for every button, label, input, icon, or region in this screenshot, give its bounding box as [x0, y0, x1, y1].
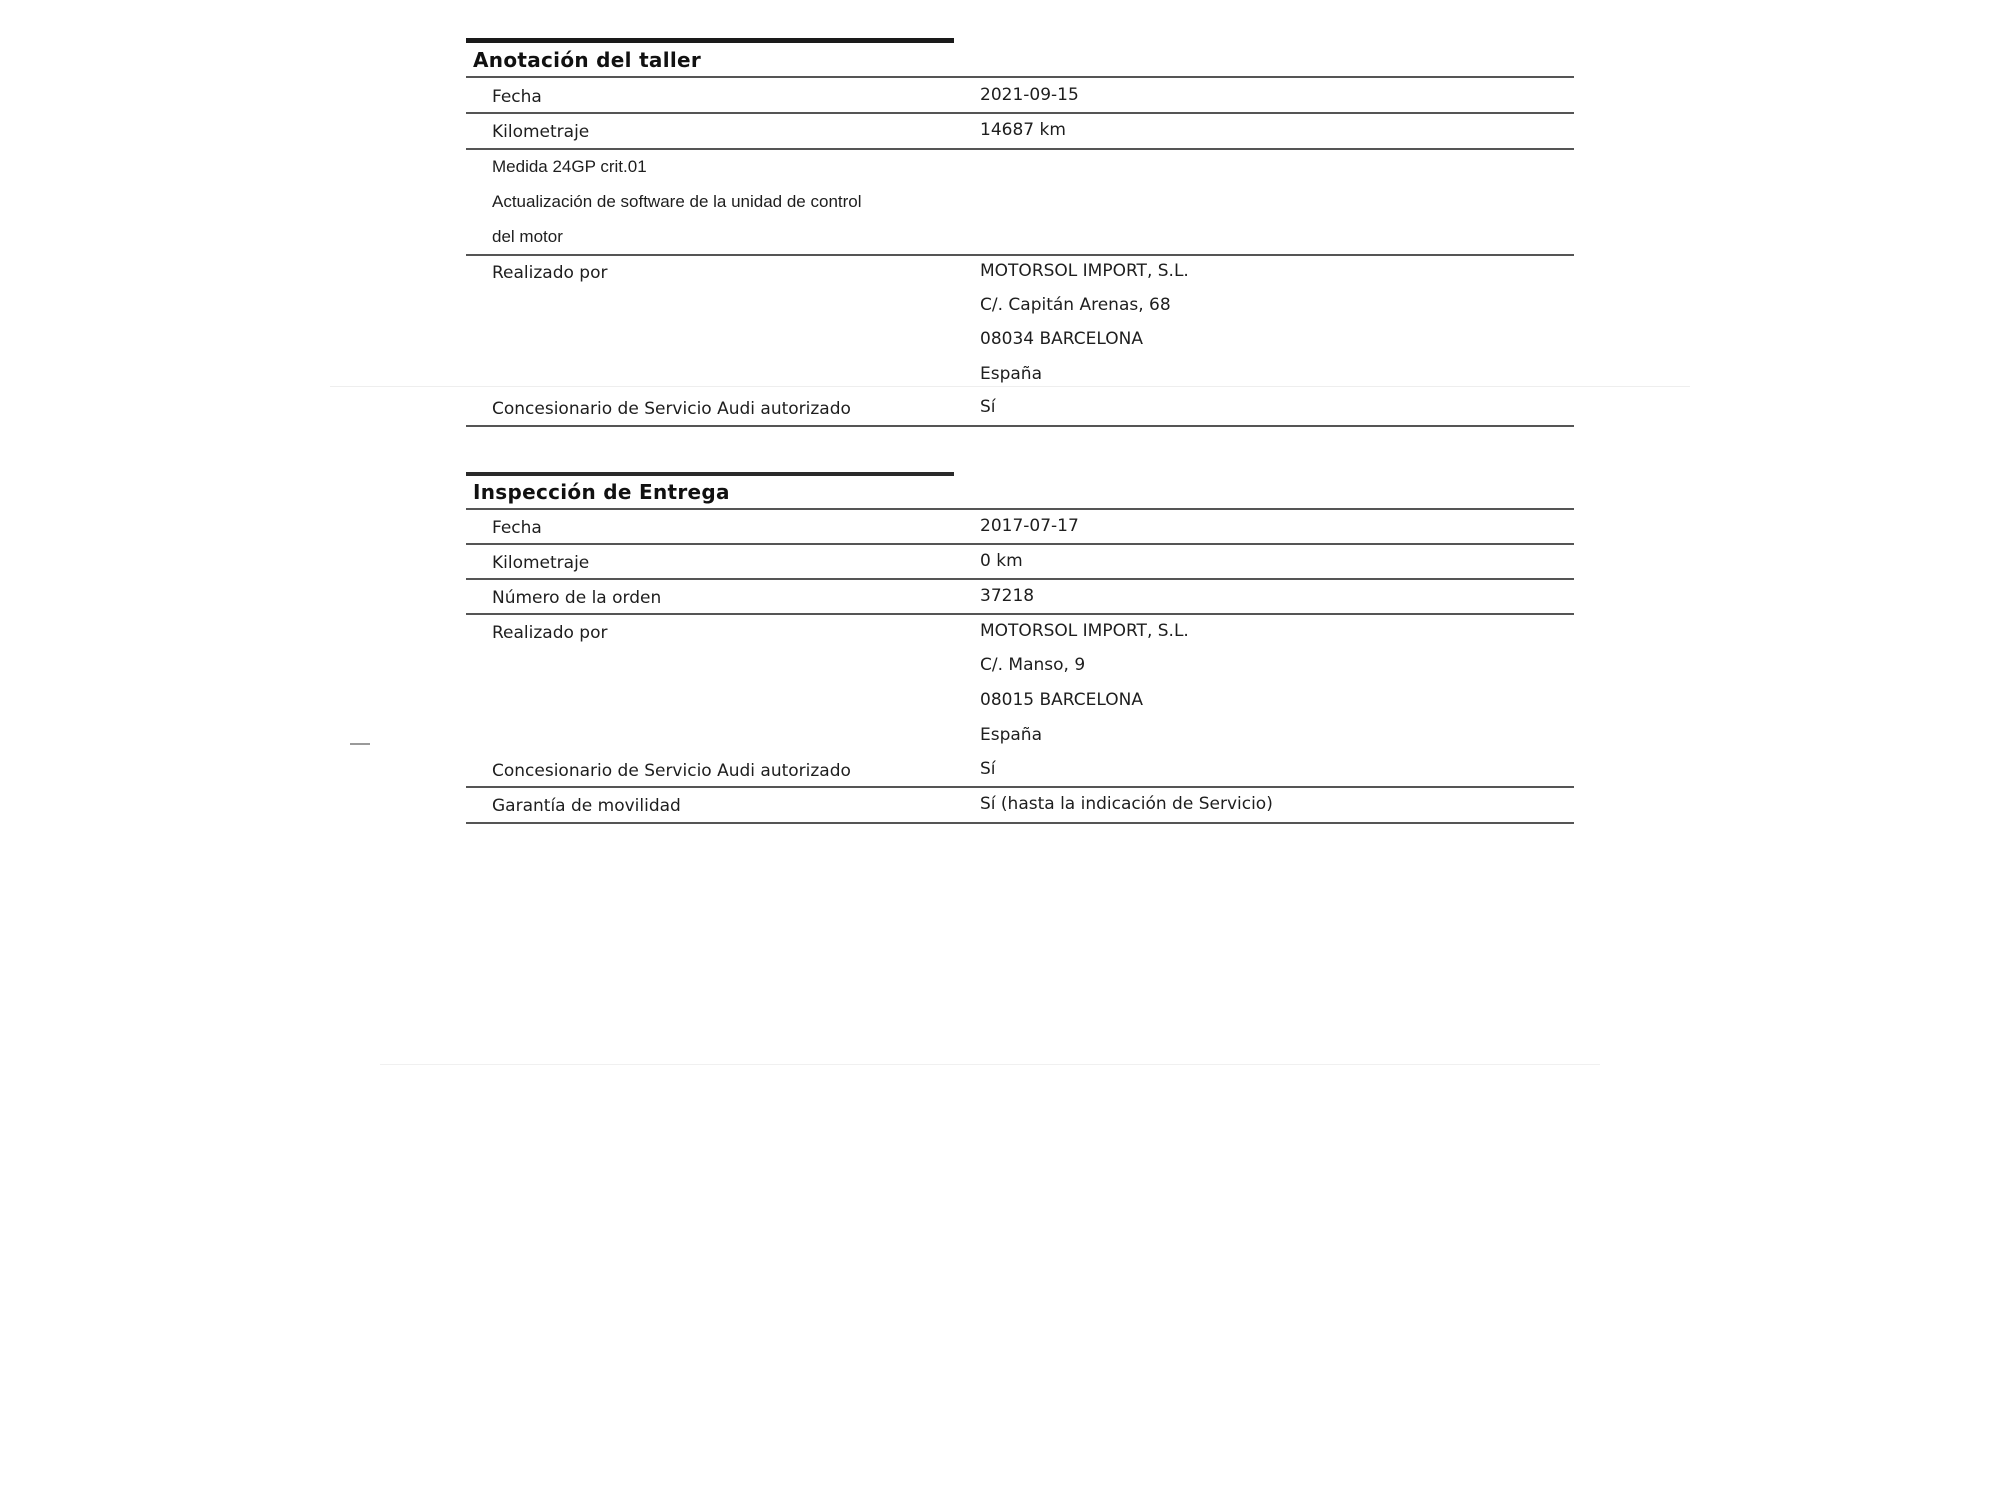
divider	[466, 613, 1574, 615]
km-value: 0 km	[980, 551, 1023, 571]
performed-by-country: España	[980, 725, 1042, 745]
scan-artifact	[380, 1064, 1600, 1065]
dealer-value: Sí	[980, 397, 996, 417]
km-label: Kilometraje	[492, 122, 590, 142]
performed-by-street: C/. Capitán Arenas, 68	[980, 295, 1171, 315]
fecha-label: Fecha	[492, 87, 542, 107]
section-header-bar	[466, 472, 954, 476]
order-number-label: Número de la orden	[492, 588, 662, 608]
performed-by-label: Realizado por	[492, 623, 608, 643]
divider	[466, 112, 1574, 114]
km-label: Kilometraje	[492, 553, 590, 573]
performed-by-street: C/. Manso, 9	[980, 655, 1086, 675]
divider	[466, 786, 1574, 788]
scan-artifact	[350, 743, 370, 745]
note-line: Actualización de software de la unidad de control	[492, 192, 862, 211]
performed-by-name: MOTORSOL IMPORT, S.L.	[980, 621, 1189, 641]
order-number-value: 37218	[980, 586, 1035, 606]
section-title: Inspección de Entrega	[473, 480, 730, 504]
divider	[466, 508, 1574, 510]
fecha-label: Fecha	[492, 518, 542, 538]
divider	[466, 254, 1574, 256]
performed-by-city: 08015 BARCELONA	[980, 690, 1143, 710]
performed-by-country: España	[980, 364, 1042, 384]
performed-by-label: Realizado por	[492, 263, 608, 283]
mobility-guarantee-label: Garantía de movilidad	[492, 796, 681, 816]
section-title: Anotación del taller	[473, 48, 702, 72]
divider	[466, 543, 1574, 545]
km-value: 14687 km	[980, 120, 1066, 140]
performed-by-city: 08034 BARCELONA	[980, 329, 1143, 349]
dealer-value: Sí	[980, 759, 996, 779]
divider	[466, 578, 1574, 580]
mobility-guarantee-value: Sí (hasta la indicación de Servicio)	[980, 794, 1273, 814]
delivery-inspection-section	[466, 472, 1574, 832]
workshop-entry-section	[466, 38, 1574, 438]
dealer-label: Concesionario de Servicio Audi autorizado	[492, 399, 851, 419]
scan-artifact	[330, 386, 1690, 387]
divider	[466, 822, 1574, 824]
divider	[466, 425, 1574, 427]
note-line: Medida 24GP crit.01	[492, 157, 647, 176]
fecha-value: 2021-09-15	[980, 85, 1079, 105]
dealer-label: Concesionario de Servicio Audi autorizado	[492, 761, 851, 781]
divider	[466, 148, 1574, 150]
fecha-value: 2017-07-17	[980, 516, 1079, 536]
section-header-bar	[466, 38, 954, 43]
note-line: del motor	[492, 227, 563, 246]
divider	[466, 76, 1574, 78]
performed-by-name: MOTORSOL IMPORT, S.L.	[980, 261, 1189, 281]
